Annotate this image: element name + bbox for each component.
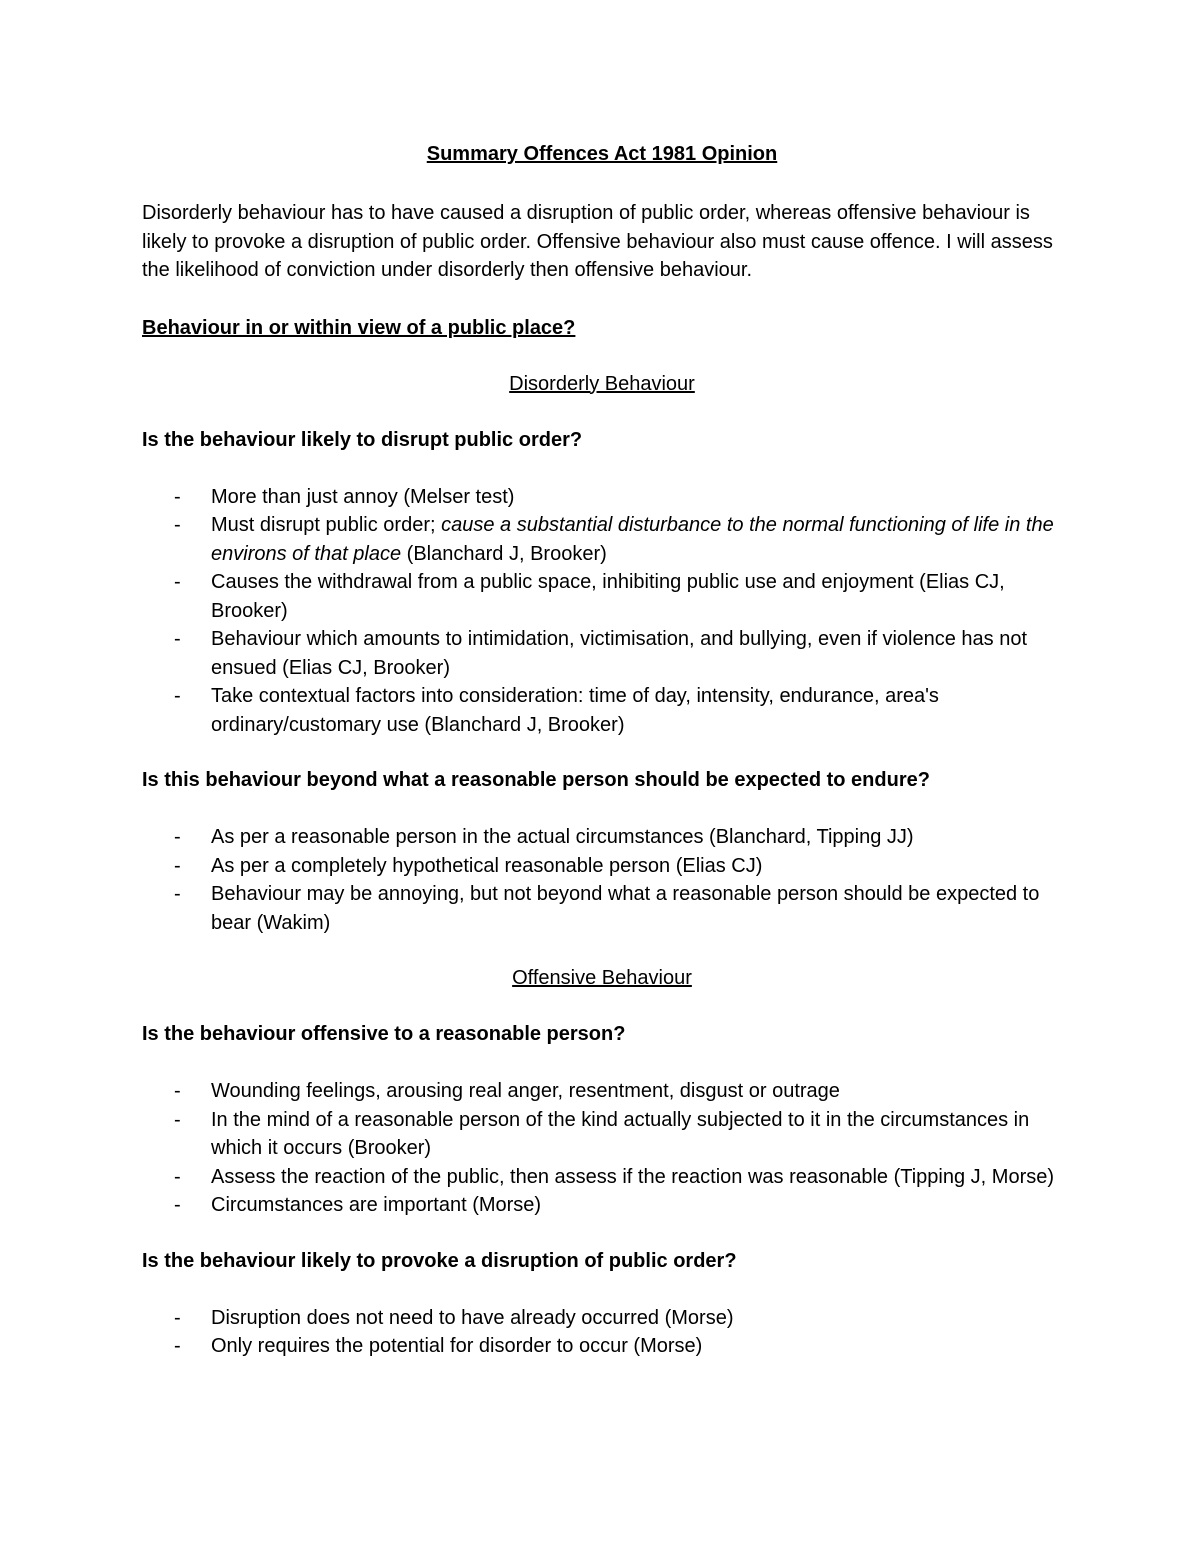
list-item: - As per a completely hypothetical reasonable person (Elias CJ) bbox=[142, 852, 1062, 881]
question-offensive-reasonable-person: Is the behaviour offensive to a reasonable person? bbox=[142, 1023, 626, 1045]
subheading-disorderly: Disorderly Behaviour bbox=[509, 372, 695, 395]
subheading-offensive: Offensive Behaviour bbox=[512, 967, 692, 989]
list-item: - More than just annoy (Melser test) bbox=[142, 483, 1062, 512]
dash-marker: - bbox=[174, 1080, 181, 1102]
list-item: - In the mind of a reasonable person of the kind actually subjected to it in the circumstances in which it occurs (Brooker) bbox=[142, 1106, 1062, 1163]
dash-marker: - bbox=[174, 628, 181, 650]
dash-marker: - bbox=[174, 854, 181, 877]
dash-marker: - bbox=[174, 1306, 181, 1329]
list-item: - Take contextual factors into consideration: time of day, intensity, endurance, area's ordinary/customary use (Blanchard J, Brooker) bbox=[142, 682, 1062, 739]
dash-marker: - bbox=[174, 485, 181, 508]
italic-quote: cause a substantial disturbance to the normal functioning of life in the environs of that place bbox=[211, 514, 1054, 565]
document-page bbox=[142, 140, 1062, 1361]
question-provoke-disruption: Is the behaviour likely to provoke a disruption of public order? bbox=[142, 1249, 737, 1272]
dash-marker: - bbox=[174, 685, 181, 707]
dash-marker: - bbox=[174, 1165, 181, 1188]
dash-marker: - bbox=[174, 1194, 181, 1216]
list-item: - Wounding feelings, arousing real anger, resentment, disgust or outrage bbox=[142, 1077, 1062, 1106]
section-heading-public-place: Behaviour in or within view of a public place? bbox=[142, 316, 576, 339]
question-reasonable-endure: Is this behaviour beyond what a reasonable person should be expected to endure? bbox=[142, 769, 930, 791]
document-title: Summary Offences Act 1981 Opinion bbox=[426, 143, 778, 165]
list-item: - Disruption does not need to have already occurred (Morse) bbox=[142, 1304, 1062, 1333]
list-item: - Behaviour which amounts to intimidation, victimisation, and bullying, even if violence has not ensued (Elias CJ, Brooker) bbox=[142, 625, 1062, 682]
question-disrupt-public-order: Is the behaviour likely to disrupt public order? bbox=[142, 428, 583, 451]
bullet-list-offensive-q1 bbox=[142, 1077, 1062, 1220]
list-item: - Assess the reaction of the public, then assess if the reaction was reasonable (Tipping J, Morse) bbox=[142, 1163, 1062, 1192]
list-item: - Only requires the potential for disorder to occur (Morse) bbox=[142, 1332, 1062, 1361]
bullet-list-disorderly-q2 bbox=[142, 823, 1062, 937]
dash-marker: - bbox=[174, 1108, 181, 1131]
bullet-list-offensive-q2 bbox=[142, 1304, 1062, 1361]
list-item: - As per a reasonable person in the actual circumstances (Blanchard, Tipping JJ) bbox=[142, 823, 1062, 852]
list-item: - Causes the withdrawal from a public space, inhibiting public use and enjoyment (Elias CJ, Brooker) bbox=[142, 568, 1062, 625]
dash-marker: - bbox=[174, 1335, 181, 1357]
dash-marker: - bbox=[174, 514, 181, 536]
list-item: - Must disrupt public order; cause a substantial disturbance to the normal functioning of life in the environs of that place (Blanchard J, Brooker) bbox=[142, 511, 1062, 568]
intro-paragraph: Disorderly behaviour has to have caused a disruption of public order, whereas offensive behaviour is likely to provoke a disruption of public order. Offensive behaviour also must cause offence. I will assess the likelihood of conviction under disorderly then offensive behaviour. bbox=[142, 202, 1053, 281]
list-item: - Behaviour may be annoying, but not beyond what a reasonable person should be expected to bear (Wakim) bbox=[142, 880, 1062, 937]
list-item: - Circumstances are important (Morse) bbox=[142, 1191, 1062, 1220]
bullet-list-disorderly-q1 bbox=[142, 483, 1062, 740]
dash-marker: - bbox=[174, 826, 181, 848]
dash-marker: - bbox=[174, 883, 181, 905]
dash-marker: - bbox=[174, 571, 181, 593]
